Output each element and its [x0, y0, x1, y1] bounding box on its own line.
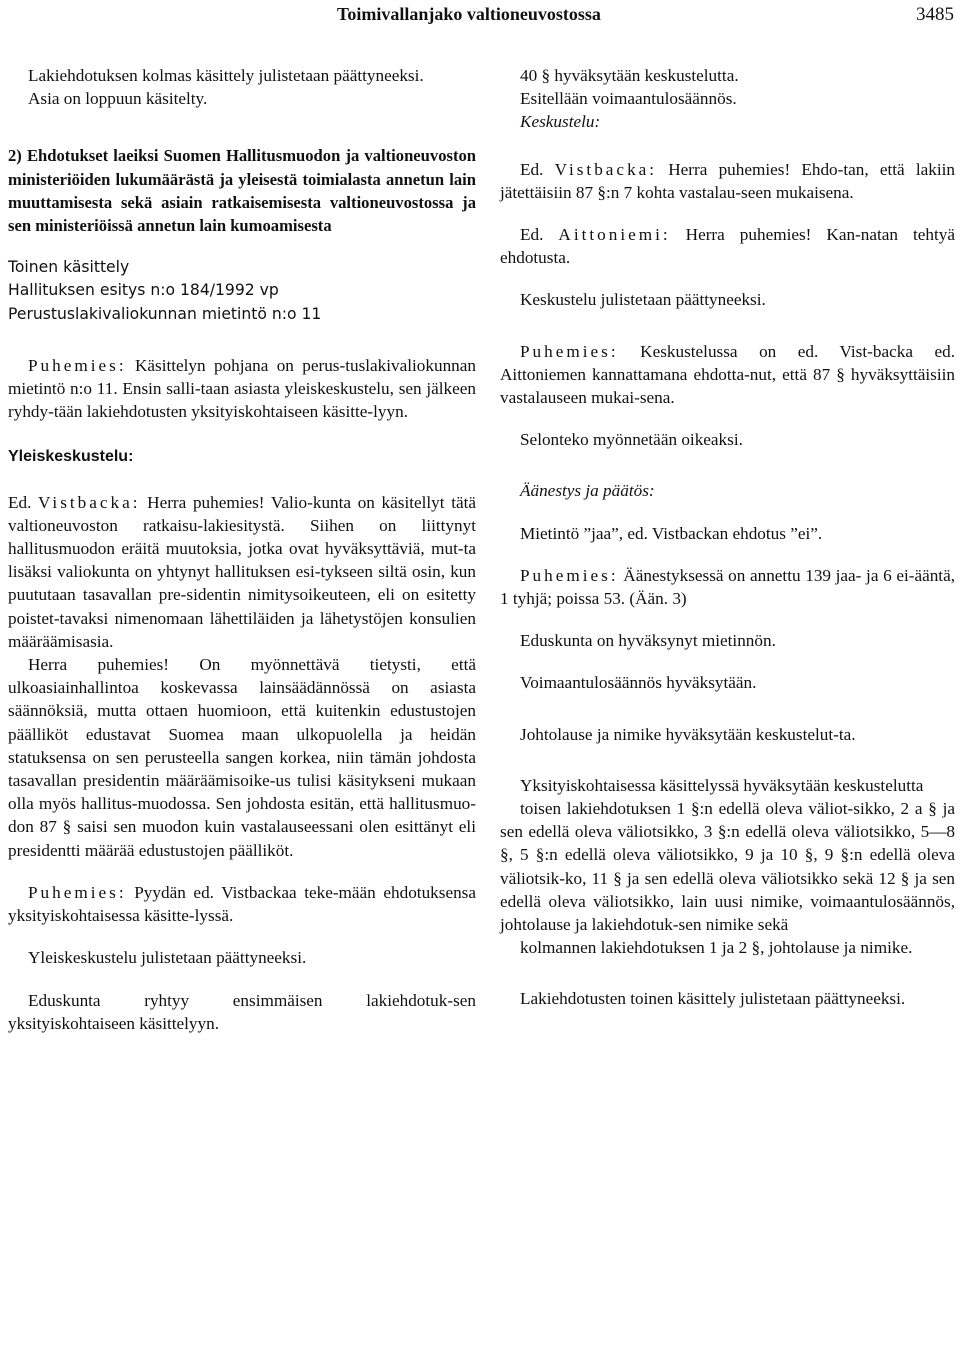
speaker-name: Puhemies:: [28, 355, 127, 375]
left-column: [8, 64, 476, 1035]
paragraph: toisen lakiehdotuksen 1 §:n edellä oleva väliot-sikko, 2 a § ja sen edellä oleva väliotsikko, 3 §:n edellä oleva väliotsikko, 5—8 §, 5 §:n edellä oleva väliotsikko, 9 ja 10 §, 9 §:n edellä oleva väliotsik-ko, 11 § ja sen edellä oleva väliotsikko sekä 12 § ja sen edellä oleva väliotsikko, lain uusi nimike, voimaantulosäännös, johtolause ja lakiehdotuk-sen nimike sekä: [500, 799, 955, 935]
speaker-name: Vistbacka:: [554, 159, 658, 179]
speech-paragraph: Ed. Vistbacka: Herra puhemies! Valio-kunta on käsitellyt tätä valtioneuvoston ratkaisu-lakiesitystä. Siihen on liittynyt hallitusmuodon eräitä muutoksia, jotka ovat hyväksyttäviä, mut-ta lisäksi valiokunta on yhtynyt hallituksen esi-tykseen siltä osin, kun puututaan tasavallan pre-sidentin nimitysoikeuteen, eli on esitetty poistet-tavaksi nimenomaan lähettiläiden ja lähetystöjen konsulien määräämisasia.: [8, 492, 477, 651]
speech-paragraph: Ed. Vistbacka: Herra puhemies! Ehdo-tan, että lakiin jätettäisiin 87 §:n 7 kohta vastalau-seen mukaisena.: [500, 159, 956, 202]
paragraph: Yksityiskohtaisessa käsittelyssä hyväksytään keskustelutta: [520, 775, 924, 795]
speech-paragraph: Ed. Aittoniemi: Herra puhemies! Kan-natan tehtyä ehdotusta.: [500, 225, 955, 268]
paragraph: Eduskunta ryhtyy ensimmäisen lakiehdotuk-sen yksityiskohtaiseen käsittelyyn.: [8, 990, 476, 1033]
speaker-name: Vistbacka:: [38, 492, 141, 512]
paragraph: Herra puhemies! On myönnettävä tietysti, että ulkoasiainhallintoa koskevassa lainsäädännössä on asiasta säännöksiä, mutta ottaen huomioon, että kuitenkin edustustojen päälliköt edustavat Suomea maan ulkopuolella ja heidän statuksensa on sen perusteella sangen korkea, niin tämän johdosta tasavallan presidentin määräämisoike-us tulisi käsitykseni mukaan olla myös hallitus-muodossa. Sen johdosta esitän, että hallitusmuo-don 87 § saisi sen muodon kuin vastalauseessani olen esittänyt eli presidentti määrää edustustojen päälliköt.: [8, 655, 476, 860]
speaker-name: Puhemies:: [520, 341, 619, 361]
paragraph: Yleiskeskustelu julistetaan päättyneeksi.: [28, 948, 307, 968]
sub-heading: Yleiskeskustelu:: [8, 448, 134, 466]
page-number: 3485: [916, 4, 954, 25]
paragraph: Lakiehdotuksen kolmas käsittely julistetaan päättyneeksi.: [28, 66, 424, 85]
paragraph: kolmannen lakiehdotuksen 1 ja 2 §, johtolause ja nimike.: [520, 938, 913, 958]
running-title: Toimivallanjako valtioneuvostossa: [337, 4, 601, 24]
paragraph: Mietintö ”jaa”, ed. Vistbackan ehdotus ”ei”.: [520, 523, 823, 543]
paragraph: Selonteko myönnetään oikeaksi.: [520, 430, 743, 450]
page-header: [0, 3, 960, 29]
speaker-name: Puhemies:: [28, 882, 127, 902]
sub-heading: Äänestys ja päätös:: [520, 481, 655, 501]
reference-line: Perustuslakivaliokunnan mietintö n:o 11: [8, 304, 322, 323]
speaker-name: Puhemies:: [520, 565, 619, 585]
speech-paragraph: Puhemies: Keskustelussa on ed. Vist-backa ed. Aittoniemen kannattamana ehdotta-nut, että 87 § hyväksyttäisiin vastalauseen mukai-sena.: [500, 341, 955, 408]
paragraph: Asia on loppuun käsitelty.: [28, 89, 208, 109]
paragraph: Voimaantulosäännös hyväksytään.: [520, 673, 757, 693]
reference-line: Hallituksen esitys n:o 184/1992 vp: [8, 281, 279, 300]
paragraph: Esitellään voimaantulosäännös.: [520, 89, 737, 109]
section-heading: 2) Ehdotukset laeiksi Suomen Hallitusmuodon ja valtioneuvoston ministeriöiden lukumäärästä ja yleisestä toimialasta annetun lain muuttamisesta sekä asiain ratkaisemisesta valtioneuvostossa ja sen ministeriöissä annetun lain kumoamisesta: [8, 146, 476, 236]
paragraph: 40 § hyväksytään keskustelutta.: [520, 66, 739, 85]
speech-paragraph: Puhemies: Käsittelyn pohjana on perus-tuslakivaliokunnan mietintö n:o 11. Ensin salli-taan asiasta yleiskeskustelu, sen jälkeen ryhdy-tään lakiehdotusten yksityiskohtaiseen käsitte-lyyn.: [8, 355, 476, 422]
speech-paragraph: Puhemies: Äänestyksessä on annettu 139 jaa- ja 6 ei-ääntä, 1 tyhjä; poissa 53. (Ään. 3): [500, 565, 956, 609]
speech-paragraph: Puhemies: Pyydän ed. Vistbackaa teke-mään ehdotuksensa yksityiskohtaisessa käsitte-lyssä.: [8, 882, 476, 926]
speaker-name: Aittoniemi:: [558, 225, 671, 245]
reference-line: Toinen käsittely: [8, 258, 130, 277]
paragraph: Eduskunta on hyväksynyt mietinnön.: [520, 631, 776, 651]
sub-heading: Keskustelu:: [520, 112, 601, 132]
paragraph: Lakiehdotusten toinen käsittely julistetaan päättyneeksi.: [520, 989, 906, 1009]
paragraph: Keskustelu julistetaan päättyneeksi.: [520, 290, 766, 310]
paragraph: Johtolause ja nimike hyväksytään keskustelut-ta.: [520, 724, 856, 744]
right-column: [500, 64, 955, 1011]
